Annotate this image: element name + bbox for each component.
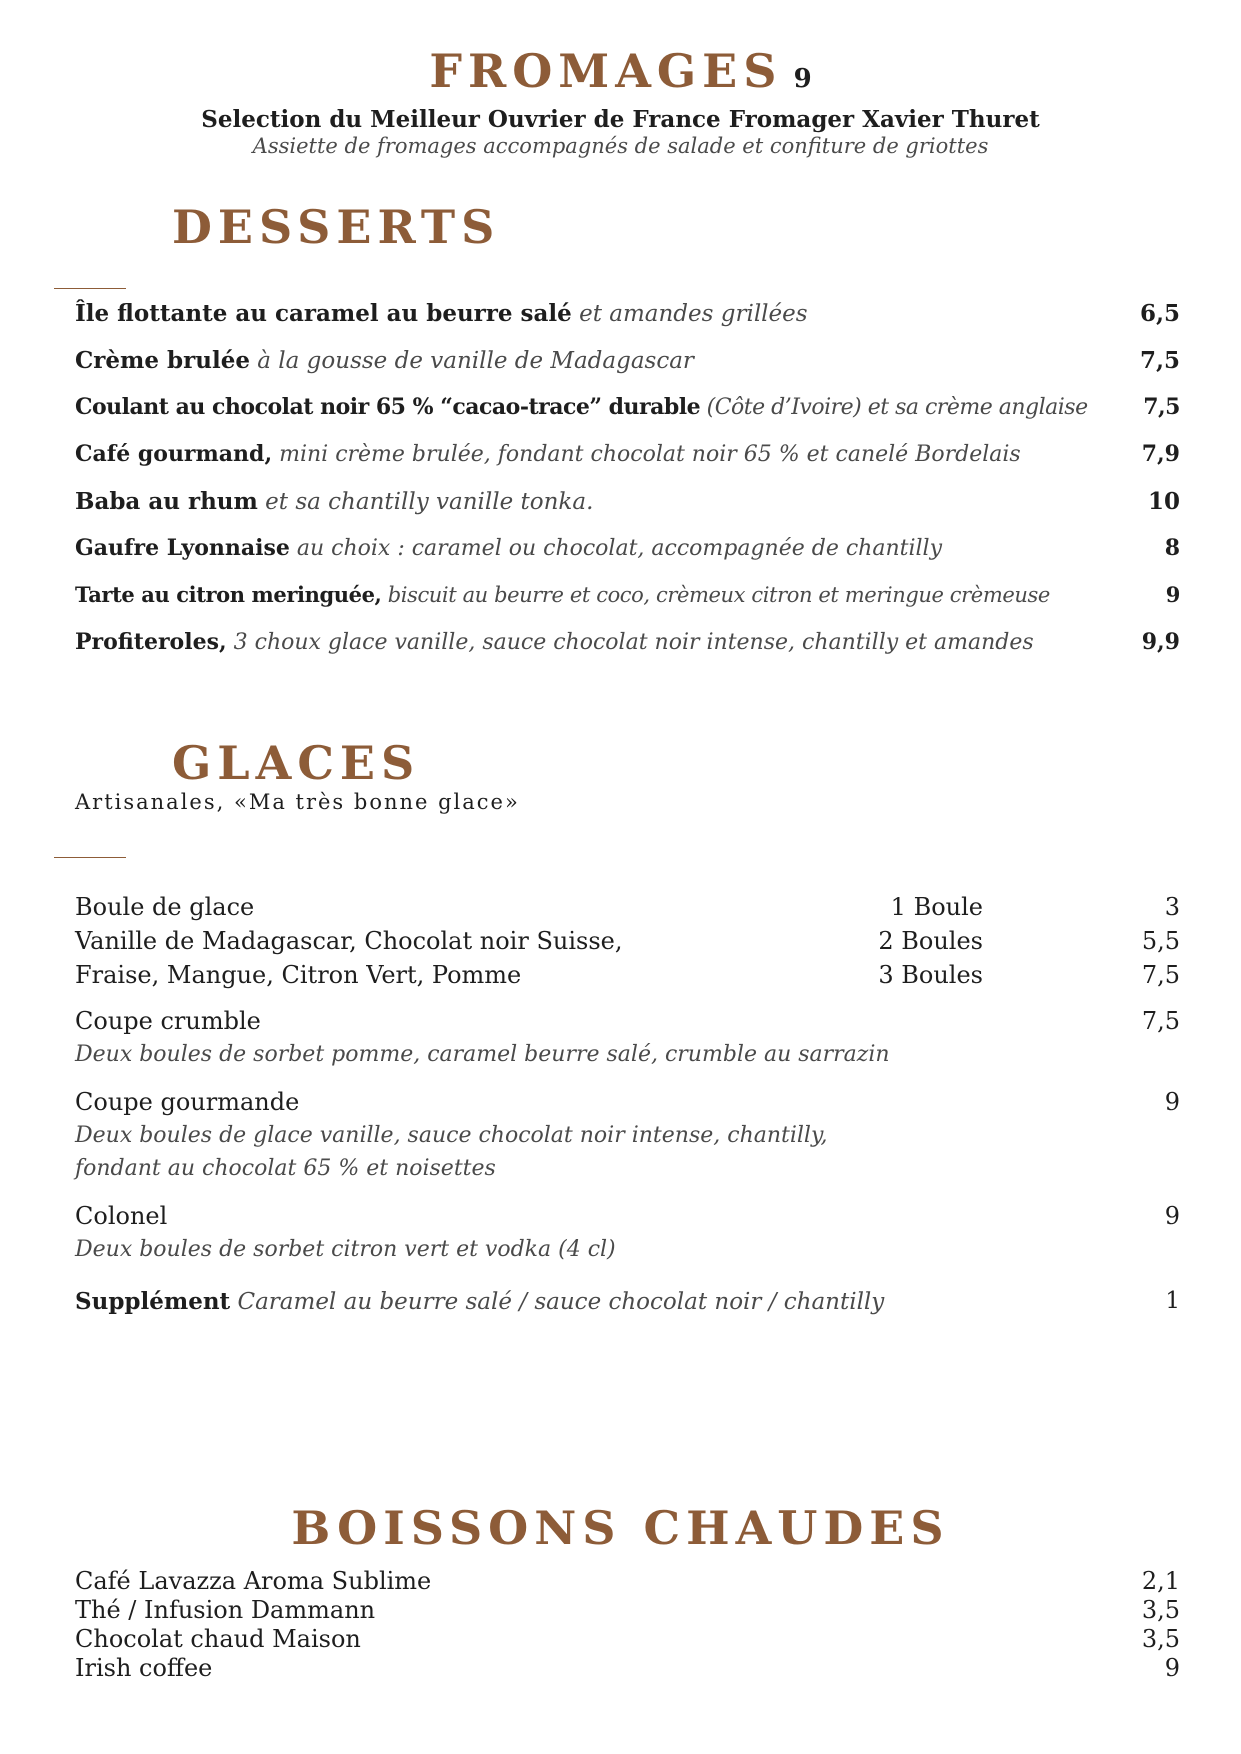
coupe-colonel <box>75 1202 1180 1230</box>
boule-row <box>75 961 1180 989</box>
boisson-name: Irish coffee <box>75 1654 213 1682</box>
dessert-name: Café gourmand, <box>75 441 273 467</box>
dessert-price: 7,9 <box>1141 441 1180 467</box>
coupe-price: 9 <box>1164 1088 1180 1116</box>
dessert-desc: (Côte d’Ivoire) et sa crème anglaise <box>700 395 1088 420</box>
dessert-name: Tarte au citron meringuée, <box>75 582 382 607</box>
dessert-item <box>75 629 1180 655</box>
fromages-price: 9 <box>793 64 812 94</box>
glaces-subtitle: Artisanales, «Ma très bonne glace» <box>75 790 520 814</box>
dessert-name: Île flottante au caramel au beurre salé <box>75 300 572 327</box>
supplement-desc: Caramel au beurre salé / sauce chocolat noir / chantilly <box>230 1289 885 1315</box>
boisson-name: Thé / Infusion Dammann <box>75 1596 376 1624</box>
fromages-header <box>0 44 1241 98</box>
dessert-item <box>75 582 1180 607</box>
dessert-price: 7,5 <box>1139 347 1180 374</box>
fromages-title: FROMAGES <box>429 44 783 98</box>
dessert-name: Coulant au chocolat noir 65 % “cacao-trace” durable <box>75 394 701 420</box>
dessert-name: Crème brulée <box>75 347 250 374</box>
boisson-name: Chocolat chaud Maison <box>75 1625 361 1653</box>
coupe-desc: Deux boules de glace vanille, sauce chocolat noir intense, chantilly, <box>75 1123 828 1148</box>
boule-line: Vanille de Madagascar, Chocolat noir Suisse, <box>75 927 623 955</box>
dessert-name: Gaufre Lyonnaise <box>75 535 290 561</box>
dessert-desc: et amandes grillées <box>571 301 808 327</box>
coupe-price: 9 <box>1164 1202 1180 1230</box>
boissons-title: BOISSONS CHAUDES <box>291 1501 950 1555</box>
coupe-name: Coupe crumble <box>75 1007 261 1035</box>
dessert-item <box>75 535 1180 561</box>
coupe-crumble <box>75 1007 1180 1035</box>
boule-line: Boule de glace <box>75 893 255 921</box>
dessert-desc: biscuit au beurre et coco, crèmeux citron et meringue crèmeuse <box>381 583 1050 607</box>
boule-price: 7,5 <box>1141 961 1180 989</box>
dessert-price: 7,5 <box>1143 394 1180 420</box>
boisson-name: Café Lavazza Aroma Sublime <box>75 1567 432 1595</box>
boisson-price: 9 <box>1164 1654 1180 1682</box>
boule-size: 3 Boules <box>878 961 983 989</box>
supplement-price: 1 <box>1165 1288 1180 1314</box>
coupe-desc: Deux boules de sorbet citron vert et vodka (4 cl) <box>75 1237 616 1262</box>
boule-line: Fraise, Mangue, Citron Vert, Pomme <box>75 961 522 989</box>
dessert-desc: et sa chantilly vanille tonka. <box>257 489 594 515</box>
dessert-name: Profiteroles, <box>75 629 227 655</box>
dessert-item <box>75 394 1180 420</box>
boisson-price: 2,1 <box>1141 1567 1180 1595</box>
boule-price: 5,5 <box>1141 927 1180 955</box>
boisson-item <box>75 1567 1180 1595</box>
coupe-desc: Deux boules de sorbet pomme, caramel beurre salé, crumble au sarrazin <box>75 1042 890 1067</box>
dessert-price: 6,5 <box>1139 300 1180 327</box>
coupe-desc: fondant au chocolat 65 % et noisettes <box>75 1156 496 1181</box>
boule-row <box>75 927 1180 955</box>
coupe-price: 7,5 <box>1141 1007 1180 1035</box>
dessert-item <box>75 488 1180 515</box>
dessert-item <box>75 347 1180 374</box>
dessert-desc: à la gousse de vanille de Madagascar <box>249 348 694 374</box>
boule-size: 2 Boules <box>878 927 983 955</box>
boisson-price: 3,5 <box>1141 1625 1180 1653</box>
dessert-price: 10 <box>1147 488 1180 515</box>
boule-price: 3 <box>1164 893 1180 921</box>
boisson-price: 3,5 <box>1141 1596 1180 1624</box>
glaces-title: GLACES <box>172 736 421 790</box>
desserts-title: DESSERTS <box>172 200 501 254</box>
glaces-divider <box>54 857 126 858</box>
boule-size: 1 Boule <box>890 893 983 921</box>
desserts-divider <box>54 288 126 289</box>
fromages-subtitle: Selection du Meilleur Ouvrier de France Fromager Xavier Thuret <box>201 106 1040 133</box>
boisson-item <box>75 1654 1180 1682</box>
dessert-desc: 3 choux glace vanille, sauce chocolat noir intense, chantilly et amandes <box>226 630 1034 655</box>
dessert-price: 9 <box>1165 582 1180 607</box>
dessert-price: 9,9 <box>1141 629 1180 655</box>
dessert-item <box>75 441 1180 467</box>
coupe-name: Colonel <box>75 1202 168 1230</box>
coupe-gourmande <box>75 1088 1180 1116</box>
boissons-header <box>0 1501 1241 1555</box>
boisson-item <box>75 1625 1180 1653</box>
supplement-name: Supplément <box>75 1288 231 1315</box>
dessert-name: Baba au rhum <box>75 488 258 515</box>
dessert-price: 8 <box>1164 535 1180 561</box>
coupe-name: Coupe gourmande <box>75 1088 300 1116</box>
boisson-item <box>75 1596 1180 1624</box>
fromages-description: Assiette de fromages accompagnés de salade et confiture de griottes <box>252 134 989 158</box>
dessert-item <box>75 300 1180 327</box>
dessert-desc: au choix : caramel ou chocolat, accompagnée de chantilly <box>289 536 943 561</box>
supplement-row <box>75 1288 1180 1315</box>
boule-row <box>75 893 1180 921</box>
dessert-desc: mini crème brulée, fondant chocolat noir 65 % et canelé Bordelais <box>272 442 1021 467</box>
